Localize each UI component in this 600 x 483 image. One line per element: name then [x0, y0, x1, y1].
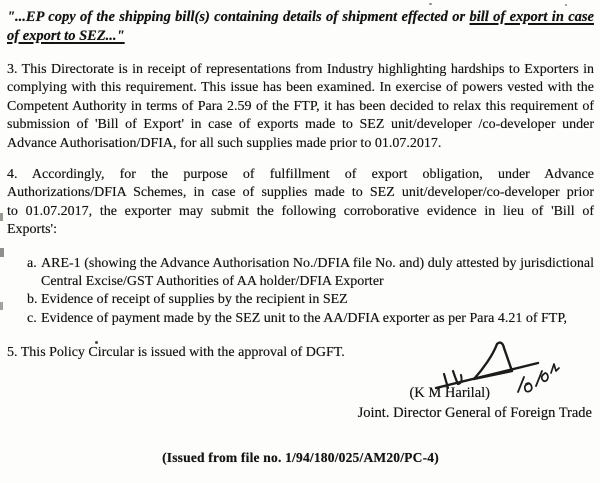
- evidence-list-item-b: [27, 291, 594, 309]
- evidence-list: [7, 255, 594, 329]
- paragraph-4: 4. Accordingly, for the purpose of fulfillment of export obligation, under Advance Authorizations/DFIA Schemes, in case of supplies made to SEZ unit/developer/co-developer prior to 01.07.2017, the exporter may submit the following corroborative evidence in lieu of 'Bill of Exports':: [7, 167, 594, 238]
- scan-artifact: [0, 302, 3, 310]
- list-marker: b.: [27, 292, 38, 308]
- handwritten-signature-scribble: [422, 340, 562, 402]
- signatory-title: Joint. Director General of Foreign Trade: [357, 404, 592, 421]
- scan-artifact: [0, 248, 4, 257]
- list-marker: a.: [27, 255, 37, 271]
- scan-artifact: [565, 4, 567, 6]
- signatory-name: (K M Harilal): [409, 384, 490, 401]
- evidence-list-item-a: [27, 255, 594, 292]
- scan-artifact: [95, 341, 98, 344]
- quoted-extract-text: "...EP copy of the shipping bill(s) containing details of shipment effected or: [7, 9, 470, 25]
- list-item-text: ARE-1 (showing the Advance Authorisation No./DFIA file No. and) duly attested by jurisdictional Central Excise/GST Authorities of AA holder/DFIA Exporter: [41, 255, 594, 290]
- list-marker: c.: [27, 310, 37, 326]
- evidence-list-item-c: [27, 310, 594, 328]
- list-item-text: Evidence of receipt of supplies by the recipient in SEZ: [41, 292, 348, 308]
- paragraph-5: 5. This Policy Circular is issued with the approval of DGFT.: [7, 345, 345, 361]
- quoted-extract-underlined-text: bill of export in case of export to SEZ...": [7, 9, 594, 44]
- closing-section: [7, 344, 594, 421]
- list-item-text: Evidence of payment made by the SEZ unit to the AA/DFIA exporter as per Para 4.21 of FTP,: [41, 310, 568, 326]
- scan-artifact: [0, 213, 3, 221]
- quoted-extract-heading: [7, 8, 594, 46]
- paragraph-3: 3. This Directorate is in receipt of representations from Industry highlighting hardships to Exporters in complying with this requirement. This issue has been examined. In exercise of powers vested with the Competent Authority in terms of Para 2.59 of the FTP, it has been decided to relax this requirement of submission of 'Bill of Export' in case of exports made to SEZ unit/developer /co-developer under Advance Authorisation/DFIA, for all such supplies made prior to 01.07.2017.: [7, 62, 594, 151]
- scan-artifact: [429, 3, 432, 5]
- file-number-footer: (Issued from file no. 1/94/180/025/AM20/PC-4): [162, 449, 439, 465]
